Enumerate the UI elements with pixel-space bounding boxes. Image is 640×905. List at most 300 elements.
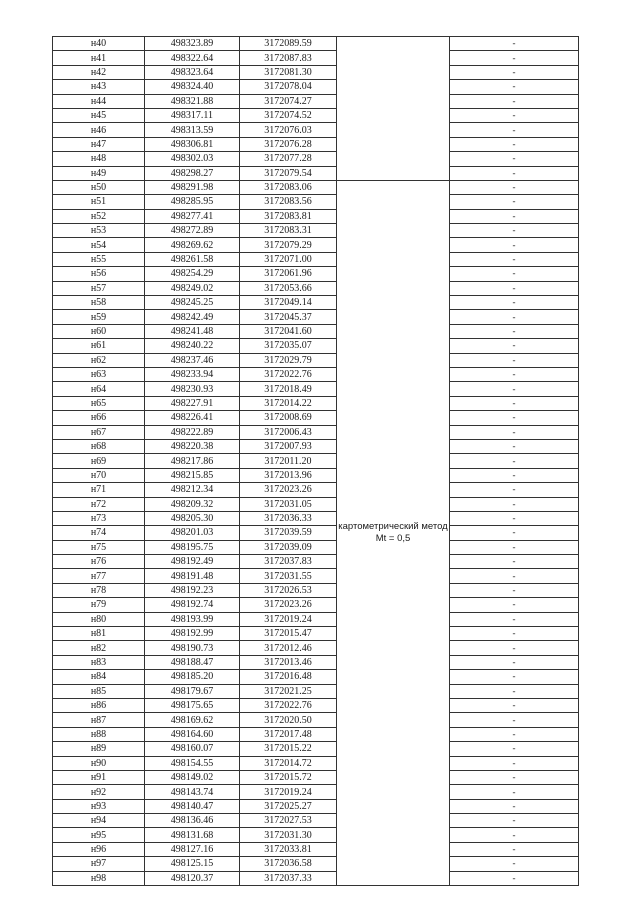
point-id-cell: н41 xyxy=(53,51,145,65)
point-id-cell: н64 xyxy=(53,382,145,396)
y-coordinate-cell: 3172031.05 xyxy=(240,497,337,511)
mark-cell: - xyxy=(450,123,579,137)
table-row xyxy=(53,224,579,238)
y-coordinate-cell: 3172018.49 xyxy=(240,382,337,396)
table-row xyxy=(53,698,579,712)
mark-cell: - xyxy=(450,727,579,741)
y-coordinate-cell: 3172071.00 xyxy=(240,252,337,266)
table-row xyxy=(53,382,579,396)
point-id-cell: н86 xyxy=(53,698,145,712)
x-coordinate-cell: 498240.22 xyxy=(145,339,240,353)
y-coordinate-cell: 3172079.29 xyxy=(240,238,337,252)
table-row xyxy=(53,569,579,583)
table-row xyxy=(53,655,579,669)
table-row xyxy=(53,137,579,151)
mark-cell: - xyxy=(450,339,579,353)
x-coordinate-cell: 498175.65 xyxy=(145,698,240,712)
y-coordinate-cell: 3172089.59 xyxy=(240,37,337,51)
mark-cell: - xyxy=(450,641,579,655)
mark-cell: - xyxy=(450,583,579,597)
y-coordinate-cell: 3172013.96 xyxy=(240,468,337,482)
mark-cell: - xyxy=(450,353,579,367)
x-coordinate-cell: 498226.41 xyxy=(145,411,240,425)
table-row xyxy=(53,799,579,813)
point-id-cell: н53 xyxy=(53,224,145,238)
x-coordinate-cell: 498302.03 xyxy=(145,152,240,166)
mark-cell: - xyxy=(450,281,579,295)
point-id-cell: н62 xyxy=(53,353,145,367)
x-coordinate-cell: 498215.85 xyxy=(145,468,240,482)
point-id-cell: н44 xyxy=(53,94,145,108)
point-id-cell: н40 xyxy=(53,37,145,51)
mark-cell: - xyxy=(450,367,579,381)
point-id-cell: н68 xyxy=(53,439,145,453)
y-coordinate-cell: 3172023.26 xyxy=(240,598,337,612)
mark-cell: - xyxy=(450,526,579,540)
x-coordinate-cell: 498313.59 xyxy=(145,123,240,137)
point-id-cell: н52 xyxy=(53,209,145,223)
y-coordinate-cell: 3172074.27 xyxy=(240,94,337,108)
mark-cell: - xyxy=(450,382,579,396)
y-coordinate-cell: 3172022.76 xyxy=(240,367,337,381)
point-id-cell: н43 xyxy=(53,80,145,94)
table-row xyxy=(53,195,579,209)
mark-cell: - xyxy=(450,425,579,439)
table-row xyxy=(53,209,579,223)
mark-cell: - xyxy=(450,152,579,166)
table-row xyxy=(53,425,579,439)
table-row xyxy=(53,353,579,367)
point-id-cell: н61 xyxy=(53,339,145,353)
mark-cell: - xyxy=(450,51,579,65)
table-row xyxy=(53,281,579,295)
x-coordinate-cell: 498323.89 xyxy=(145,37,240,51)
table-row xyxy=(53,324,579,338)
x-coordinate-cell: 498131.68 xyxy=(145,828,240,842)
y-coordinate-cell: 3172025.27 xyxy=(240,799,337,813)
mark-cell: - xyxy=(450,324,579,338)
point-id-cell: н87 xyxy=(53,713,145,727)
x-coordinate-cell: 498285.95 xyxy=(145,195,240,209)
table-row xyxy=(53,51,579,65)
point-id-cell: н73 xyxy=(53,511,145,525)
y-coordinate-cell: 3172036.33 xyxy=(240,511,337,525)
point-id-cell: н66 xyxy=(53,411,145,425)
x-coordinate-cell: 498190.73 xyxy=(145,641,240,655)
x-coordinate-cell: 498169.62 xyxy=(145,713,240,727)
y-coordinate-cell: 3172081.30 xyxy=(240,65,337,79)
x-coordinate-cell: 498201.03 xyxy=(145,526,240,540)
point-id-cell: н45 xyxy=(53,108,145,122)
x-coordinate-cell: 498205.30 xyxy=(145,511,240,525)
table-row xyxy=(53,108,579,122)
mark-cell: - xyxy=(450,65,579,79)
y-coordinate-cell: 3172031.55 xyxy=(240,569,337,583)
point-id-cell: н84 xyxy=(53,670,145,684)
point-id-cell: н57 xyxy=(53,281,145,295)
x-coordinate-cell: 498188.47 xyxy=(145,655,240,669)
mark-cell: - xyxy=(450,770,579,784)
point-id-cell: н92 xyxy=(53,785,145,799)
x-coordinate-cell: 498179.67 xyxy=(145,684,240,698)
mark-cell: - xyxy=(450,238,579,252)
point-id-cell: н74 xyxy=(53,526,145,540)
y-coordinate-cell: 3172015.22 xyxy=(240,742,337,756)
y-coordinate-cell: 3172039.59 xyxy=(240,526,337,540)
mark-cell: - xyxy=(450,37,579,51)
x-coordinate-cell: 498317.11 xyxy=(145,108,240,122)
mark-cell: - xyxy=(450,195,579,209)
mark-cell: - xyxy=(450,857,579,871)
y-coordinate-cell: 3172033.81 xyxy=(240,842,337,856)
point-id-cell: н70 xyxy=(53,468,145,482)
table-row xyxy=(53,842,579,856)
mark-cell: - xyxy=(450,137,579,151)
point-id-cell: н75 xyxy=(53,540,145,554)
y-coordinate-cell: 3172083.06 xyxy=(240,180,337,194)
y-coordinate-cell: 3172037.83 xyxy=(240,555,337,569)
x-coordinate-cell: 498164.60 xyxy=(145,727,240,741)
point-id-cell: н59 xyxy=(53,310,145,324)
table-row xyxy=(53,540,579,554)
point-id-cell: н69 xyxy=(53,454,145,468)
table-row xyxy=(53,238,579,252)
table-row xyxy=(53,411,579,425)
y-coordinate-cell: 3172019.24 xyxy=(240,612,337,626)
y-coordinate-cell: 3172016.48 xyxy=(240,670,337,684)
mark-cell: - xyxy=(450,209,579,223)
point-id-cell: н85 xyxy=(53,684,145,698)
table-row xyxy=(53,684,579,698)
table-row xyxy=(53,641,579,655)
y-coordinate-cell: 3172017.48 xyxy=(240,727,337,741)
x-coordinate-cell: 498272.89 xyxy=(145,224,240,238)
y-coordinate-cell: 3172022.76 xyxy=(240,698,337,712)
mark-cell: - xyxy=(450,310,579,324)
x-coordinate-cell: 498195.75 xyxy=(145,540,240,554)
table-row xyxy=(53,814,579,828)
x-coordinate-cell: 498249.02 xyxy=(145,281,240,295)
point-id-cell: н89 xyxy=(53,742,145,756)
mark-cell: - xyxy=(450,842,579,856)
y-coordinate-cell: 3172036.58 xyxy=(240,857,337,871)
y-coordinate-cell: 3172023.26 xyxy=(240,483,337,497)
point-id-cell: н51 xyxy=(53,195,145,209)
y-coordinate-cell: 3172083.31 xyxy=(240,224,337,238)
mark-cell: - xyxy=(450,166,579,180)
y-coordinate-cell: 3172006.43 xyxy=(240,425,337,439)
table-row xyxy=(53,598,579,612)
x-coordinate-cell: 498209.32 xyxy=(145,497,240,511)
mark-cell: - xyxy=(450,655,579,669)
mark-cell: - xyxy=(450,439,579,453)
point-id-cell: н88 xyxy=(53,727,145,741)
table-row xyxy=(53,123,579,137)
point-id-cell: н54 xyxy=(53,238,145,252)
point-id-cell: н90 xyxy=(53,756,145,770)
table-row xyxy=(53,37,579,51)
x-coordinate-cell: 498191.48 xyxy=(145,569,240,583)
point-id-cell: н48 xyxy=(53,152,145,166)
method-cell-empty xyxy=(337,37,450,181)
y-coordinate-cell: 3172053.66 xyxy=(240,281,337,295)
mark-cell: - xyxy=(450,612,579,626)
table-row xyxy=(53,310,579,324)
point-id-cell: н60 xyxy=(53,324,145,338)
coordinate-table-sheet xyxy=(52,36,578,886)
x-coordinate-cell: 498192.74 xyxy=(145,598,240,612)
x-coordinate-cell: 498298.27 xyxy=(145,166,240,180)
x-coordinate-cell: 498192.49 xyxy=(145,555,240,569)
mark-cell: - xyxy=(450,454,579,468)
y-coordinate-cell: 3172014.72 xyxy=(240,756,337,770)
point-id-cell: н56 xyxy=(53,267,145,281)
table-row xyxy=(53,828,579,842)
point-id-cell: н95 xyxy=(53,828,145,842)
point-id-cell: н93 xyxy=(53,799,145,813)
point-id-cell: н71 xyxy=(53,483,145,497)
y-coordinate-cell: 3172045.37 xyxy=(240,310,337,324)
x-coordinate-cell: 498192.99 xyxy=(145,627,240,641)
y-coordinate-cell: 3172061.96 xyxy=(240,267,337,281)
method-note-cell: картометрический метод Mt = 0,5 xyxy=(337,180,450,885)
point-id-cell: н63 xyxy=(53,367,145,381)
mark-cell: - xyxy=(450,799,579,813)
x-coordinate-cell: 498227.91 xyxy=(145,396,240,410)
x-coordinate-cell: 498261.58 xyxy=(145,252,240,266)
y-coordinate-cell: 3172041.60 xyxy=(240,324,337,338)
y-coordinate-cell: 3172087.83 xyxy=(240,51,337,65)
mark-cell: - xyxy=(450,483,579,497)
point-id-cell: н55 xyxy=(53,252,145,266)
point-id-cell: н49 xyxy=(53,166,145,180)
mark-cell: - xyxy=(450,411,579,425)
x-coordinate-cell: 498242.49 xyxy=(145,310,240,324)
table-row xyxy=(53,267,579,281)
x-coordinate-cell: 498323.64 xyxy=(145,65,240,79)
mark-cell: - xyxy=(450,252,579,266)
point-id-cell: н83 xyxy=(53,655,145,669)
coordinate-table-body xyxy=(53,37,579,886)
y-coordinate-cell: 3172013.46 xyxy=(240,655,337,669)
point-id-cell: н47 xyxy=(53,137,145,151)
mark-cell: - xyxy=(450,598,579,612)
point-id-cell: н98 xyxy=(53,871,145,885)
y-coordinate-cell: 3172083.56 xyxy=(240,195,337,209)
y-coordinate-cell: 3172078.04 xyxy=(240,80,337,94)
x-coordinate-cell: 498217.86 xyxy=(145,454,240,468)
point-id-cell: н46 xyxy=(53,123,145,137)
x-coordinate-cell: 498291.98 xyxy=(145,180,240,194)
table-row xyxy=(53,454,579,468)
y-coordinate-cell: 3172015.72 xyxy=(240,770,337,784)
table-row xyxy=(53,670,579,684)
table-row xyxy=(53,252,579,266)
y-coordinate-cell: 3172074.52 xyxy=(240,108,337,122)
x-coordinate-cell: 498321.88 xyxy=(145,94,240,108)
table-row xyxy=(53,367,579,381)
x-coordinate-cell: 498160.07 xyxy=(145,742,240,756)
point-id-cell: н91 xyxy=(53,770,145,784)
y-coordinate-cell: 3172076.28 xyxy=(240,137,337,151)
x-coordinate-cell: 498277.41 xyxy=(145,209,240,223)
mark-cell: - xyxy=(450,94,579,108)
mark-cell: - xyxy=(450,698,579,712)
table-row xyxy=(53,526,579,540)
table-row xyxy=(53,713,579,727)
table-row xyxy=(53,627,579,641)
y-coordinate-cell: 3172008.69 xyxy=(240,411,337,425)
x-coordinate-cell: 498127.16 xyxy=(145,842,240,856)
mark-cell: - xyxy=(450,468,579,482)
y-coordinate-cell: 3172035.07 xyxy=(240,339,337,353)
mark-cell: - xyxy=(450,267,579,281)
x-coordinate-cell: 498212.34 xyxy=(145,483,240,497)
x-coordinate-cell: 498254.29 xyxy=(145,267,240,281)
mark-cell: - xyxy=(450,742,579,756)
y-coordinate-cell: 3172039.09 xyxy=(240,540,337,554)
x-coordinate-cell: 498233.94 xyxy=(145,367,240,381)
x-coordinate-cell: 498220.38 xyxy=(145,439,240,453)
x-coordinate-cell: 498269.62 xyxy=(145,238,240,252)
mark-cell: - xyxy=(450,108,579,122)
point-id-cell: н96 xyxy=(53,842,145,856)
table-row xyxy=(53,180,579,194)
table-row xyxy=(53,80,579,94)
table-row xyxy=(53,770,579,784)
x-coordinate-cell: 498241.48 xyxy=(145,324,240,338)
table-row xyxy=(53,612,579,626)
x-coordinate-cell: 498143.74 xyxy=(145,785,240,799)
point-id-cell: н82 xyxy=(53,641,145,655)
x-coordinate-cell: 498149.02 xyxy=(145,770,240,784)
mark-cell: - xyxy=(450,627,579,641)
mark-cell: - xyxy=(450,871,579,885)
x-coordinate-cell: 498154.55 xyxy=(145,756,240,770)
x-coordinate-cell: 498237.46 xyxy=(145,353,240,367)
x-coordinate-cell: 498324.40 xyxy=(145,80,240,94)
y-coordinate-cell: 3172031.30 xyxy=(240,828,337,842)
y-coordinate-cell: 3172014.22 xyxy=(240,396,337,410)
y-coordinate-cell: 3172079.54 xyxy=(240,166,337,180)
y-coordinate-cell: 3172015.47 xyxy=(240,627,337,641)
point-id-cell: н97 xyxy=(53,857,145,871)
x-coordinate-cell: 498140.47 xyxy=(145,799,240,813)
x-coordinate-cell: 498322.64 xyxy=(145,51,240,65)
y-coordinate-cell: 3172076.03 xyxy=(240,123,337,137)
mark-cell: - xyxy=(450,684,579,698)
x-coordinate-cell: 498136.46 xyxy=(145,814,240,828)
y-coordinate-cell: 3172011.20 xyxy=(240,454,337,468)
y-coordinate-cell: 3172007.93 xyxy=(240,439,337,453)
table-row xyxy=(53,483,579,497)
y-coordinate-cell: 3172019.24 xyxy=(240,785,337,799)
mark-cell: - xyxy=(450,80,579,94)
mark-cell: - xyxy=(450,396,579,410)
point-id-cell: н81 xyxy=(53,627,145,641)
mark-cell: - xyxy=(450,785,579,799)
mark-cell: - xyxy=(450,540,579,554)
table-row xyxy=(53,296,579,310)
table-row xyxy=(53,396,579,410)
table-row xyxy=(53,468,579,482)
table-row xyxy=(53,439,579,453)
mark-cell: - xyxy=(450,814,579,828)
point-id-cell: н50 xyxy=(53,180,145,194)
x-coordinate-cell: 498185.20 xyxy=(145,670,240,684)
x-coordinate-cell: 498230.93 xyxy=(145,382,240,396)
mark-cell: - xyxy=(450,756,579,770)
mark-cell: - xyxy=(450,828,579,842)
table-row xyxy=(53,555,579,569)
point-id-cell: н78 xyxy=(53,583,145,597)
table-row xyxy=(53,857,579,871)
mark-cell: - xyxy=(450,713,579,727)
table-row xyxy=(53,152,579,166)
point-id-cell: н94 xyxy=(53,814,145,828)
point-id-cell: н76 xyxy=(53,555,145,569)
table-row xyxy=(53,742,579,756)
table-row xyxy=(53,871,579,885)
y-coordinate-cell: 3172083.81 xyxy=(240,209,337,223)
x-coordinate-cell: 498192.23 xyxy=(145,583,240,597)
table-row xyxy=(53,339,579,353)
table-row xyxy=(53,94,579,108)
point-id-cell: н58 xyxy=(53,296,145,310)
table-row xyxy=(53,756,579,770)
x-coordinate-cell: 498222.89 xyxy=(145,425,240,439)
mark-cell: - xyxy=(450,180,579,194)
x-coordinate-cell: 498245.25 xyxy=(145,296,240,310)
x-coordinate-cell: 498193.99 xyxy=(145,612,240,626)
y-coordinate-cell: 3172020.50 xyxy=(240,713,337,727)
y-coordinate-cell: 3172037.33 xyxy=(240,871,337,885)
mark-cell: - xyxy=(450,555,579,569)
y-coordinate-cell: 3172021.25 xyxy=(240,684,337,698)
table-row xyxy=(53,583,579,597)
point-id-cell: н42 xyxy=(53,65,145,79)
coordinate-table xyxy=(52,36,579,886)
point-id-cell: н77 xyxy=(53,569,145,583)
y-coordinate-cell: 3172049.14 xyxy=(240,296,337,310)
table-row xyxy=(53,785,579,799)
x-coordinate-cell: 498306.81 xyxy=(145,137,240,151)
mark-cell: - xyxy=(450,511,579,525)
y-coordinate-cell: 3172012.46 xyxy=(240,641,337,655)
mark-cell: - xyxy=(450,670,579,684)
table-row xyxy=(53,511,579,525)
table-row xyxy=(53,497,579,511)
y-coordinate-cell: 3172029.79 xyxy=(240,353,337,367)
table-row xyxy=(53,65,579,79)
table-row xyxy=(53,166,579,180)
point-id-cell: н65 xyxy=(53,396,145,410)
table-row xyxy=(53,727,579,741)
y-coordinate-cell: 3172027.53 xyxy=(240,814,337,828)
mark-cell: - xyxy=(450,497,579,511)
y-coordinate-cell: 3172077.28 xyxy=(240,152,337,166)
point-id-cell: н67 xyxy=(53,425,145,439)
point-id-cell: н79 xyxy=(53,598,145,612)
mark-cell: - xyxy=(450,296,579,310)
mark-cell: - xyxy=(450,224,579,238)
mark-cell: - xyxy=(450,569,579,583)
x-coordinate-cell: 498125.15 xyxy=(145,857,240,871)
y-coordinate-cell: 3172026.53 xyxy=(240,583,337,597)
point-id-cell: н72 xyxy=(53,497,145,511)
x-coordinate-cell: 498120.37 xyxy=(145,871,240,885)
point-id-cell: н80 xyxy=(53,612,145,626)
